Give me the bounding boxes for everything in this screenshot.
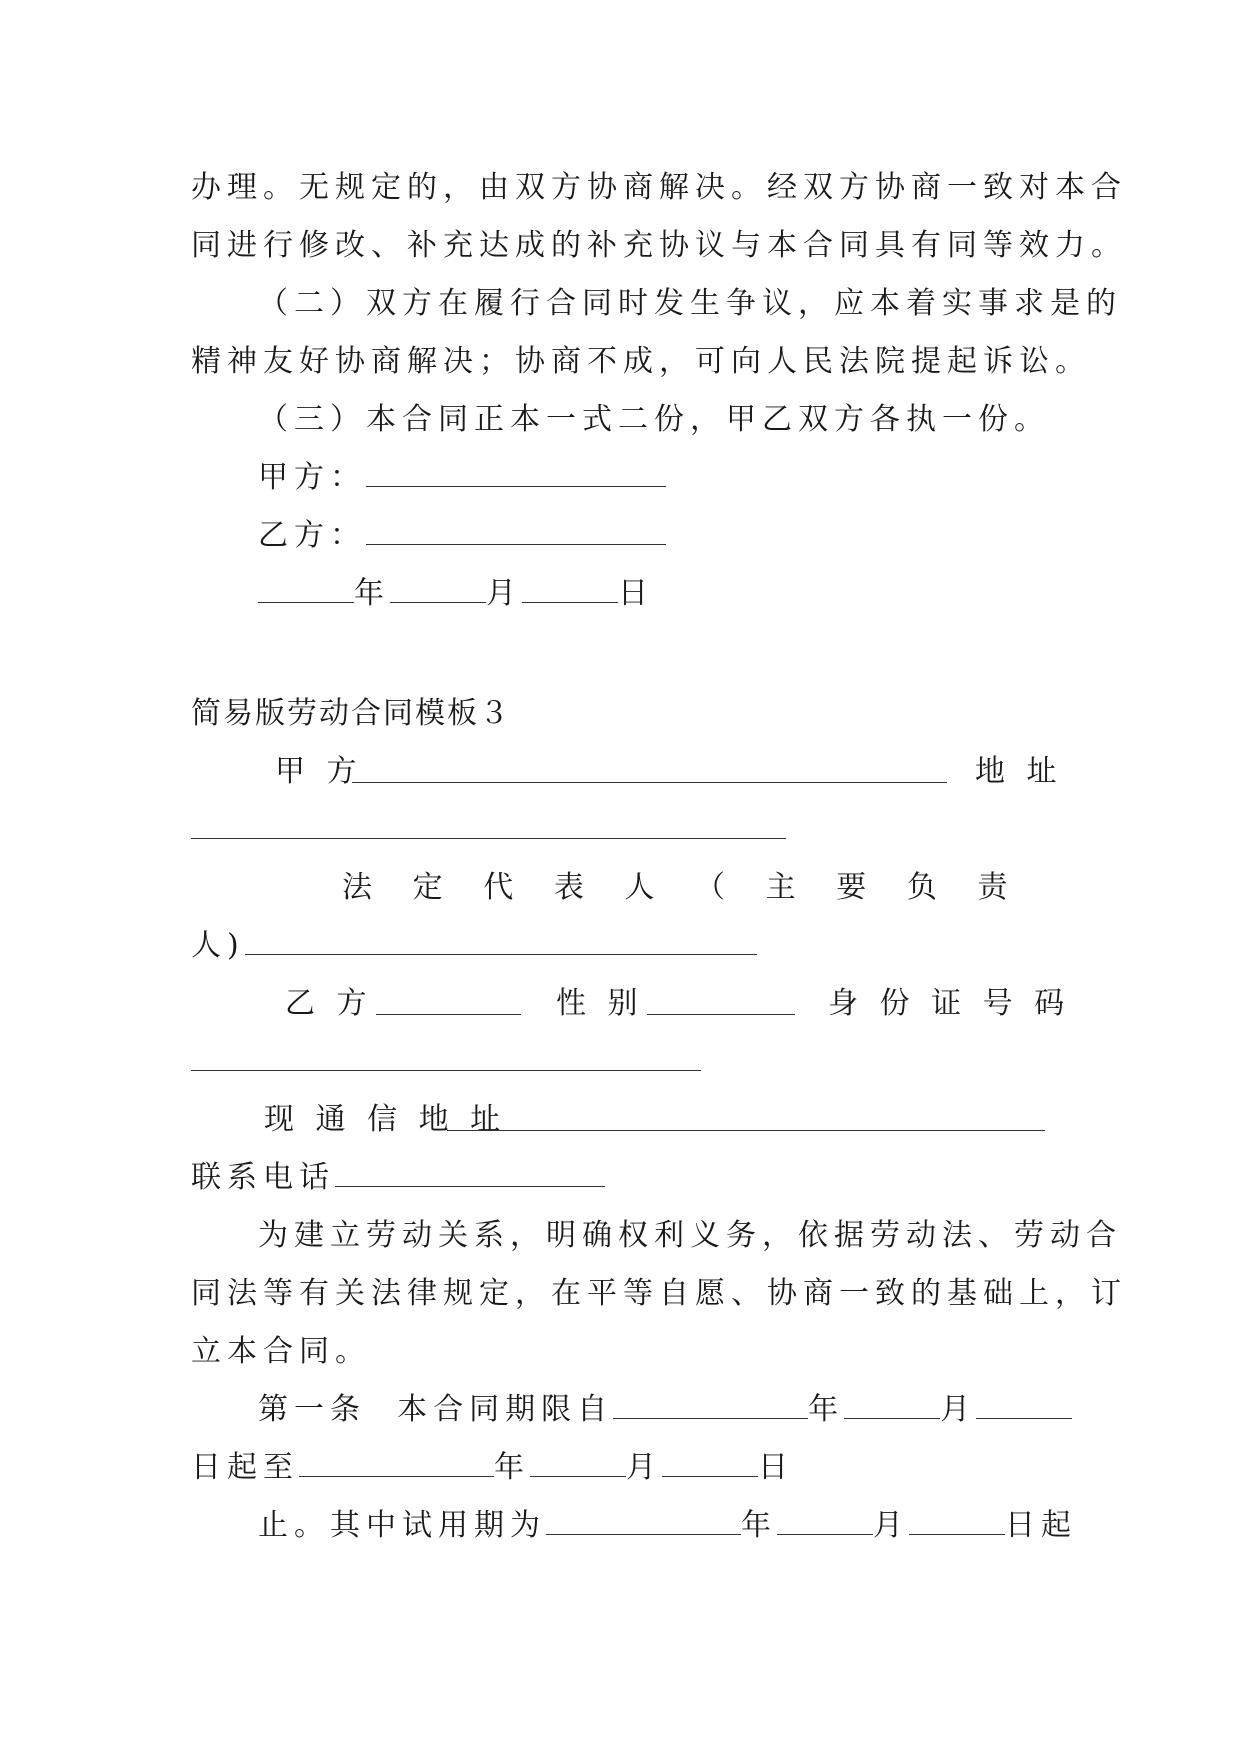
- party-a-label-line: 甲 方: [275, 754, 363, 789]
- clause-two-line2: 精神友好协商解决；协商不成，可向人民法院提起诉讼。: [191, 344, 1091, 379]
- legal-rep-blank[interactable]: [245, 930, 757, 955]
- probation-year-blank[interactable]: [546, 1510, 741, 1535]
- legal-rep-line: [191, 926, 757, 966]
- phone-blank[interactable]: [335, 1162, 605, 1187]
- month-blank[interactable]: [390, 578, 486, 603]
- probation-label: 止。其中试用期为: [258, 1508, 546, 1543]
- article-one-line2: [191, 1448, 794, 1488]
- phone-label: 联系电话: [191, 1160, 335, 1195]
- party-a-label: 甲方：: [258, 460, 366, 495]
- article-one-line3: [258, 1506, 1077, 1546]
- year-label: 年: [494, 1450, 530, 1485]
- year-label: 年: [354, 576, 390, 611]
- day-blank[interactable]: [522, 578, 618, 603]
- id-number-blank[interactable]: [191, 1070, 701, 1071]
- address-blank[interactable]: [191, 838, 786, 839]
- party-a-name-blank[interactable]: [352, 782, 947, 783]
- contact-address-blank[interactable]: [447, 1130, 1045, 1131]
- year-blank[interactable]: [258, 578, 354, 603]
- party-b-label: 乙方：: [258, 518, 366, 553]
- gender-blank[interactable]: [647, 1014, 795, 1015]
- year-label: 年: [741, 1508, 777, 1543]
- legal-rep-label: 法 定 代 表 人 （ 主 要 负 责: [342, 870, 1011, 905]
- month-label: 月: [626, 1450, 662, 1485]
- article-one-label: 第一条 本合同期限自: [258, 1392, 614, 1427]
- gender-label: 性 别: [556, 986, 644, 1021]
- party-b-signature-line: [258, 516, 666, 556]
- article-one-line1: [258, 1390, 1072, 1430]
- legal-rep-close: 人): [191, 928, 245, 963]
- intro-line2: 同法等有关法律规定，在平等自愿、协商一致的基础上，订: [191, 1276, 1127, 1311]
- month-label: 月: [873, 1508, 909, 1543]
- month-label: 月: [940, 1392, 977, 1427]
- intro-line3: 立本合同。: [191, 1334, 371, 1369]
- party-b-label-line: 乙 方: [285, 986, 373, 1021]
- day-label: 日: [758, 1450, 794, 1485]
- clause-three: （三）本合同正本一式二份，甲乙双方各执一份。: [258, 402, 1050, 437]
- term-start-day-blank[interactable]: [976, 1394, 1072, 1419]
- term-end-month-blank[interactable]: [530, 1452, 626, 1477]
- day-label: 日: [618, 576, 654, 611]
- id-number-label: 身 份 证 号 码: [828, 986, 1071, 1021]
- term-start-year-blank[interactable]: [613, 1394, 808, 1419]
- date-line: [258, 574, 654, 614]
- clause-two-line1: （二）双方在履行合同时发生争议，应本着实事求是的: [258, 286, 1122, 321]
- intro-line1: 为建立劳动关系，明确权利义务，依据劳动法、劳动合: [258, 1218, 1122, 1253]
- start-suffix: 日起: [1005, 1508, 1077, 1543]
- probation-month-blank[interactable]: [777, 1510, 873, 1535]
- term-start-month-blank[interactable]: [844, 1394, 940, 1419]
- paragraph-line: 同进行修改、补充达成的补充协议与本合同具有同等效力。: [191, 228, 1127, 263]
- party-b-blank[interactable]: [366, 520, 666, 545]
- paragraph-line: 办理。无规定的，由双方协商解决。经双方协商一致对本合: [191, 170, 1127, 205]
- probation-day-blank[interactable]: [909, 1510, 1005, 1535]
- term-end-year-blank[interactable]: [299, 1452, 494, 1477]
- party-a-signature-line: [258, 458, 666, 498]
- year-label: 年: [808, 1392, 845, 1427]
- party-a-blank[interactable]: [366, 462, 666, 487]
- contact-address-label: 现 通 信 地 址: [264, 1102, 507, 1137]
- party-b-name-blank[interactable]: [376, 1014, 521, 1015]
- month-label: 月: [486, 576, 522, 611]
- address-label: 地 址: [975, 754, 1063, 789]
- phone-line: [191, 1158, 605, 1198]
- section-title: 简易版劳动合同模板３: [191, 696, 511, 731]
- from-label: 日起至: [191, 1450, 299, 1485]
- term-end-day-blank[interactable]: [662, 1452, 758, 1477]
